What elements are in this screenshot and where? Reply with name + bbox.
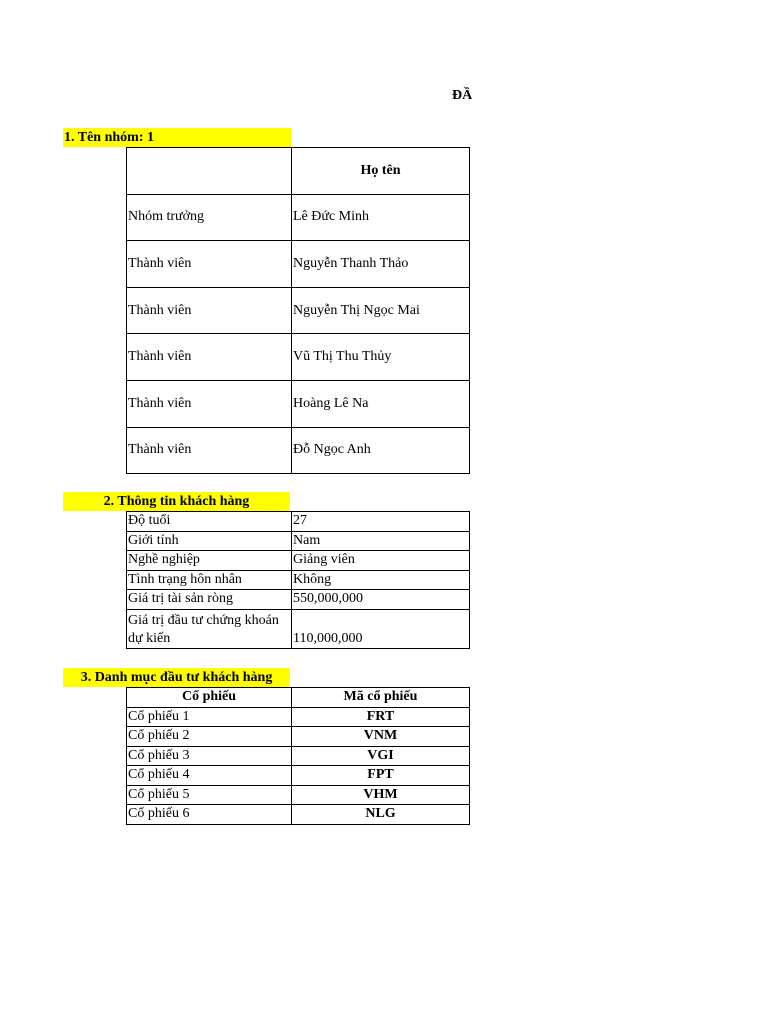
table-row [127,766,470,786]
table-row [127,785,470,805]
ticker-cell: VNM [292,727,470,747]
field-label: Tình trạng hôn nhân [127,570,292,590]
table-row [127,609,470,648]
table-header-row [127,688,470,708]
ticker-cell: VGI [292,746,470,766]
table-row [127,287,470,334]
customer-heading: 2. Thông tin khách hàng [63,492,290,511]
table-row [127,570,470,590]
role-cell: Thành viên [127,287,292,334]
table-row [127,727,470,747]
header-cell-ticker: Mã cổ phiếu [292,688,470,708]
group-heading: 1. Tên nhóm: 1 [63,128,291,147]
field-value: 550,000,000 [292,590,470,610]
stock-cell: Cổ phiếu 6 [127,805,292,825]
table-row [127,380,470,427]
ticker-cell: VHM [292,785,470,805]
name-cell: Lê Đức Minh [292,194,470,241]
field-value: 110,000,000 [292,609,470,648]
field-label: Giá trị tài sản ròng [127,590,292,610]
field-label: Giá trị đầu tư chứng khoán dự kiến [127,609,292,648]
field-value: 27 [292,512,470,532]
name-cell: Đỗ Ngọc Anh [292,427,470,474]
field-value: Giảng viên [292,551,470,571]
document-title: ĐẦ [452,88,473,103]
table-row [127,590,470,610]
stock-cell: Cổ phiếu 5 [127,785,292,805]
ticker-cell: FPT [292,766,470,786]
name-cell: Nguyễn Thanh Thảo [292,241,470,288]
role-cell: Thành viên [127,427,292,474]
table-row [127,194,470,241]
role-cell: Thành viên [127,241,292,288]
portfolio-table [126,687,470,825]
table-row [127,746,470,766]
field-value: Không [292,570,470,590]
field-label: Giới tính [127,531,292,551]
table-row [127,531,470,551]
table-row [127,334,470,381]
ticker-cell: FRT [292,707,470,727]
stock-cell: Cổ phiếu 3 [127,746,292,766]
table-row [127,551,470,571]
stock-cell: Cổ phiếu 1 [127,707,292,727]
field-label: Độ tuổi [127,512,292,532]
header-cell-role [127,148,292,195]
table-row [127,805,470,825]
ticker-cell: NLG [292,805,470,825]
table-row [127,427,470,474]
customer-info-table [126,511,470,649]
table-row [127,707,470,727]
members-table [126,147,470,474]
table-header-row [127,148,470,195]
stock-cell: Cổ phiếu 2 [127,727,292,747]
role-cell: Nhóm trưởng [127,194,292,241]
field-label: Nghề nghiệp [127,551,292,571]
role-cell: Thành viên [127,380,292,427]
header-cell-stock: Cổ phiếu [127,688,292,708]
role-cell: Thành viên [127,334,292,381]
name-cell: Hoàng Lê Na [292,380,470,427]
portfolio-heading: 3. Danh mục đầu tư khách hàng [63,668,290,687]
field-value: Nam [292,531,470,551]
table-row [127,241,470,288]
name-cell: Vũ Thị Thu Thủy [292,334,470,381]
table-row [127,512,470,532]
stock-cell: Cổ phiếu 4 [127,766,292,786]
header-cell-name: Họ tên [292,148,470,195]
name-cell: Nguyễn Thị Ngọc Mai [292,287,470,334]
